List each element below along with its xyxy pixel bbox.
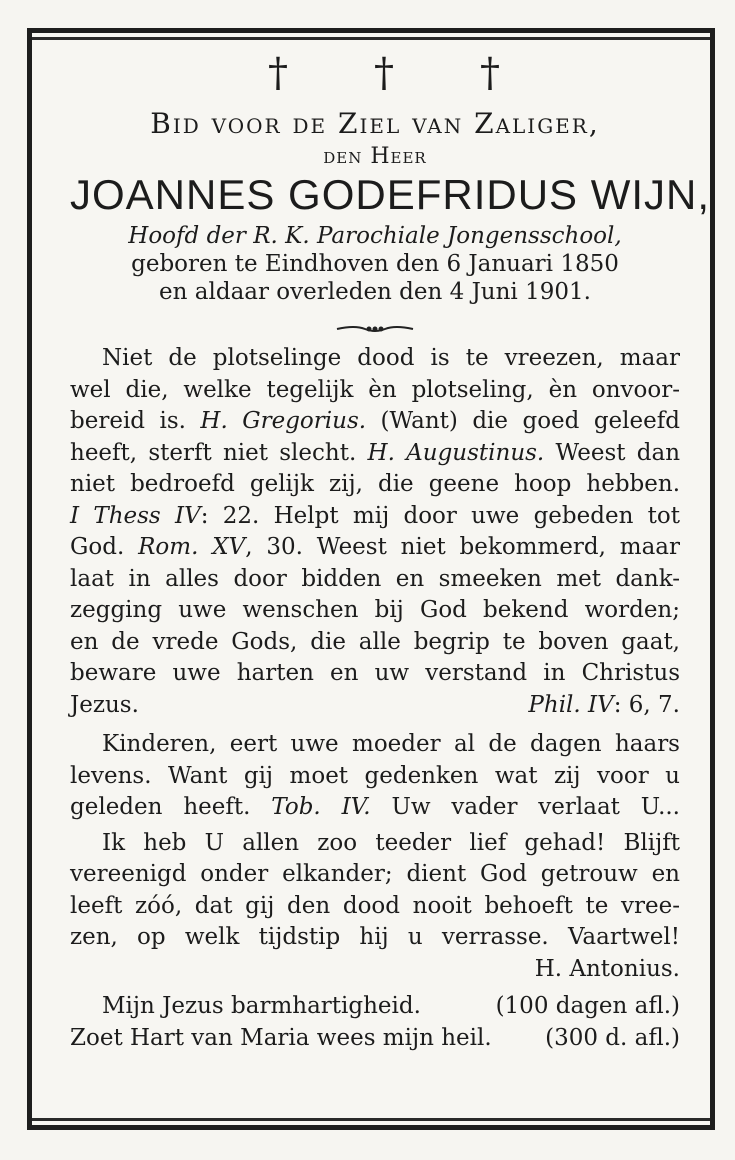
prayer-text: Mijn Jezus barmhartigheid. xyxy=(102,993,421,1019)
text-line: I Thess IV: 22. Helpt mij door uwe gebeden tot xyxy=(70,502,681,529)
indulgence: (100 dagen afl.) xyxy=(495,993,680,1019)
text-line: Ik heb U allen zoo teeder lief gehad! Blijft xyxy=(102,829,680,856)
scripture-paragraph-2 xyxy=(70,729,680,824)
birth-line: geboren te Eindhoven den 6 Januari 1850 xyxy=(131,251,619,277)
bottom-rule xyxy=(32,1118,710,1121)
text-line: beware uwe harten en uw verstand in Christus xyxy=(70,660,680,686)
text-line: Jezus. Phil. IV: 6, 7. xyxy=(70,691,680,718)
card-content xyxy=(70,50,711,1054)
text-line: laat in alles door bidden en smeeken met dank- xyxy=(70,565,680,592)
cross-icon: † xyxy=(374,50,394,96)
farewell-paragraph xyxy=(70,828,680,986)
text-line: vereenigd onder elkander; dient God getrouw en xyxy=(70,861,680,887)
heading-prayer: Bid voor de Ziel van Zaliger, xyxy=(150,107,600,140)
text-line: niet bedroefd gelijk zij, die geene hoop hebben. xyxy=(70,471,680,497)
text-line: bereid is. H. Gregorius. (Want) die goed geleefd xyxy=(70,408,680,434)
ornament-divider xyxy=(335,323,415,335)
text-line: levens. Want gij moet gedenken wat zij voor u xyxy=(70,762,680,789)
text-line: Kinderen, eert uwe moeder al de dagen haars xyxy=(102,731,680,757)
cross-icon: † xyxy=(480,50,500,96)
prayer-line xyxy=(70,991,680,1023)
prayer-line xyxy=(70,1023,680,1055)
text-line: en de vrede Gods, die alle begrip te boven gaat, xyxy=(70,628,680,655)
text-line: geleden heeft. Tob. IV. Uw vader verlaat U... xyxy=(70,794,680,820)
text-line: wel die, welke tegelijk èn plotseling, èn onvoor- xyxy=(70,376,680,403)
text-line: zen, op welk tijdstip hij u verrasse. Vaartwel! xyxy=(70,924,680,950)
text-line: zegging uwe wenschen bij God bekend worden; xyxy=(70,597,680,623)
deceased-name: JOANNES GODEFRIDUS WIJN, xyxy=(70,171,711,218)
scripture-paragraph-1 xyxy=(70,343,680,721)
indulgence: (300 d. afl.) xyxy=(545,1024,680,1051)
attribution: H. Antonius. xyxy=(534,955,680,982)
deceased-occupation: Hoofd der R. K. Parochiale Jongensschool, xyxy=(128,223,622,249)
memorial-card-border xyxy=(27,28,715,1130)
crosses-row xyxy=(88,50,680,96)
text-line: God. Rom. XV, 30. Weest niet bekommerd, maar xyxy=(70,534,680,560)
prayer-text: Zoet Hart van Maria wees mijn heil. xyxy=(70,1024,492,1051)
cross-icon: † xyxy=(268,50,288,96)
death-line: en aldaar overleden den 4 Juni 1901. xyxy=(159,279,591,305)
text-line: heeft, sterft niet slecht. H. Augustinus. Weest dan xyxy=(70,439,681,466)
heading-title: den Heer xyxy=(323,144,427,169)
text-line: Niet de plotselinge dood is te vreezen, maar xyxy=(102,345,680,371)
text-line: leeft zóó, dat gij den dood nooit behoeft te vree- xyxy=(70,892,680,919)
top-rule xyxy=(32,37,710,40)
